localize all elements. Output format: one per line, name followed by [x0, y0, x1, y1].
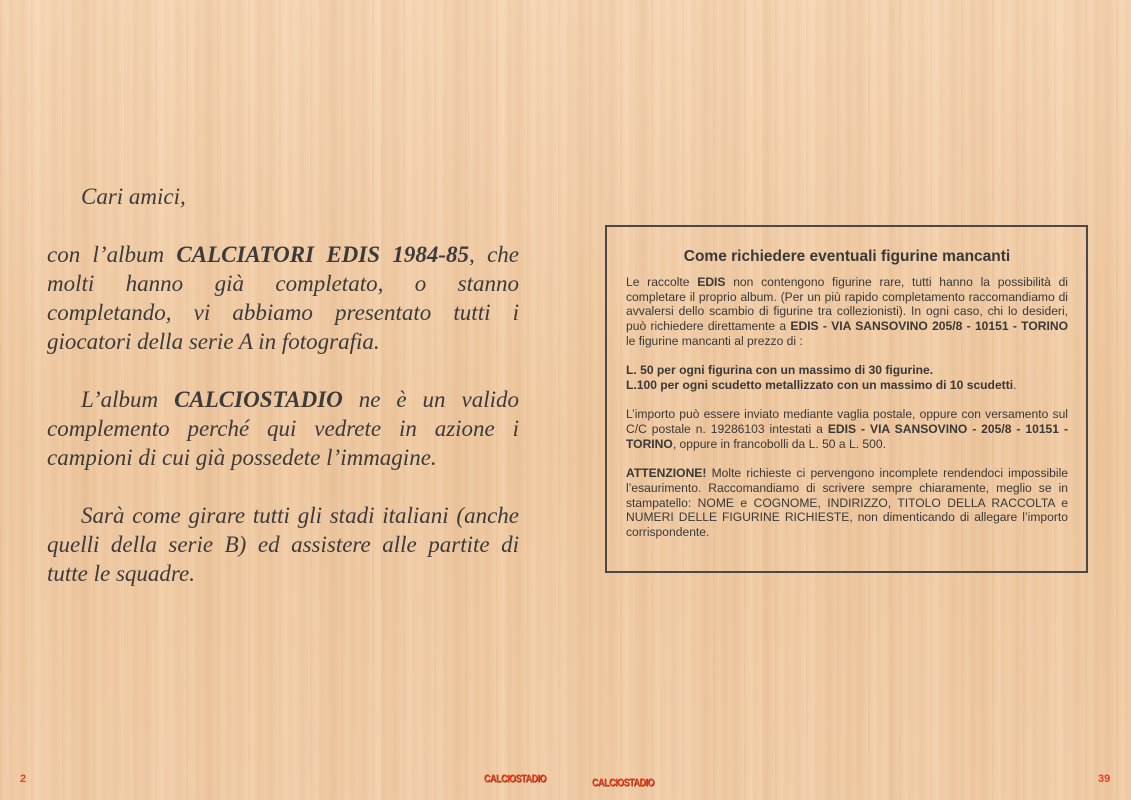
album-title-calciatori: CALCIATORI EDIS 1984-85: [176, 242, 470, 267]
letter-greeting: Cari amici,: [81, 184, 186, 209]
info-paragraph-payment: L’importo può essere inviato mediante vaglia postale, oppure con versamento sul C/C postale n. 19286103 intestati a EDIS - VIA SANSOVINO - 205/8 - 10151 - TORINO, oppure in francobolli da L. 50 a L. 500.: [626, 407, 1068, 451]
letter-paragraph-2: L’album CALCIOSTADIO ne è un valido complemento perché qui vedrete in azione i campioni di cui già possedete l’immagine.: [47, 387, 519, 470]
attention-label: ATTENZIONE!: [626, 466, 707, 481]
brand-logo-right: CALCIOSTADIO: [592, 777, 655, 789]
edis-address: EDIS - VIA SANSOVINO 205/8 - 10151 - TORINO: [790, 319, 1068, 334]
price-scudetto: L.100 per ogni scudetto metallizzato con un massimo di 10 scudetti.: [626, 377, 1017, 392]
price-list: [626, 363, 1068, 392]
missing-stickers-info-box: [605, 225, 1088, 573]
info-paragraph-1: Le raccolte EDIS non contengono figurine rare, tutti hanno la possibilità di completare il proprio album. (Per un più rapido completamento raccomandiamo di avvalersi dello scambio di figurine tra collezionisti). In ogni caso, chi lo desideri, può richiedere direttamente a EDIS - VIA SANSOVINO 205/8 - 10151 - TORINO le figurine mancanti al prezzo di :: [626, 275, 1068, 348]
info-paragraph-attention: ATTENZIONE! Molte richieste ci pervengono incomplete rendendoci impossibile l’esaurimento. Raccomandiamo di scrivere sempre chiaramente, meglio se in stampatello: NOME e COGNOME, INDIRIZZO, TITOLO DELLA RACCOLTA e NUMERI DELLE FIGURINE RICHIESTE, non dimenticando di allegare l’importo corrispondente.: [626, 466, 1068, 539]
letter-paragraph-1: con l’album CALCIATORI EDIS 1984-85, che molti hanno già completato, o stanno completando, vi abbiamo presentato tutti i giocatori della serie A in fotografia.: [47, 242, 519, 354]
info-box-title: Come richiedere eventuali figurine mancanti: [683, 248, 1011, 265]
brand-logo-left: CALCIOSTADIO: [484, 773, 547, 785]
page-number-left: 2: [20, 773, 27, 785]
edis-address-payment: EDIS - VIA SANSOVINO - 205/8 - 10151 - TORINO: [626, 422, 1068, 451]
letter-paragraph-3: Sarà come girare tutti gli stadi italiani (anche quelli della serie B) ed assistere alle partite di tutte le squadre.: [47, 503, 519, 586]
welcome-letter: [47, 182, 519, 588]
page-number-right: 39: [1098, 773, 1111, 785]
album-title-calciostadio: CALCIOSTADIO: [174, 387, 343, 412]
price-sticker: L. 50 per ogni figurina con un massimo di 30 figurine.: [626, 363, 934, 378]
